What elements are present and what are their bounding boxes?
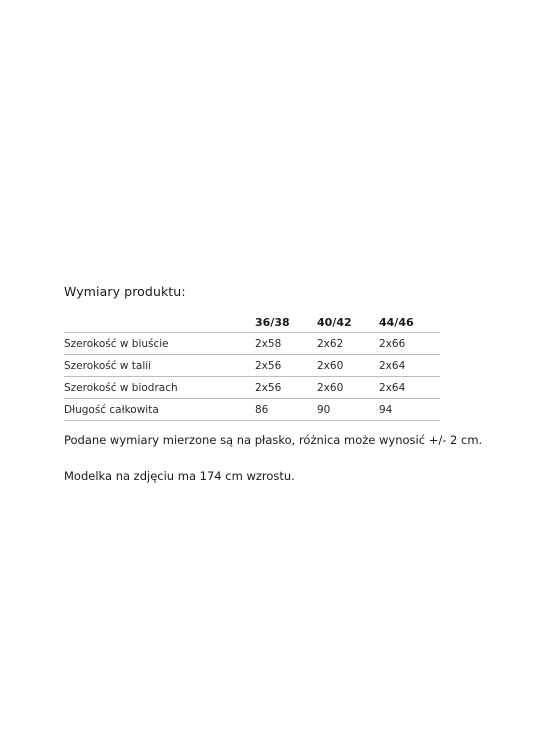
header-size-36-38: 36/38 [255, 312, 317, 333]
table-cell: 90 [317, 399, 379, 421]
row-label: Długość całkowita [64, 399, 255, 421]
section-heading: Wymiary produktu: [64, 284, 186, 299]
table-header-row [64, 312, 440, 333]
table-cell: 2x66 [379, 333, 440, 355]
header-size-40-42: 40/42 [317, 312, 379, 333]
table-cell: 94 [379, 399, 440, 421]
table-cell: 86 [255, 399, 317, 421]
table-cell: 2x62 [317, 333, 379, 355]
table-cell: 2x56 [255, 355, 317, 377]
table-row [64, 355, 440, 377]
table-cell: 2x64 [379, 355, 440, 377]
measurement-note: Podane wymiary mierzone są na płasko, różnica może wynosić +/- 2 cm. [64, 433, 483, 447]
table-cell: 2x58 [255, 333, 317, 355]
table-cell: 2x60 [317, 355, 379, 377]
row-label: Szerokość w talii [64, 355, 255, 377]
model-height-note: Modelka na zdjęciu ma 174 cm wzrostu. [64, 469, 295, 483]
row-label: Szerokość w biodrach [64, 377, 255, 399]
size-chart-table [64, 312, 440, 421]
table-cell: 2x56 [255, 377, 317, 399]
table-row [64, 399, 440, 421]
header-size-44-46: 44/46 [379, 312, 440, 333]
row-label: Szerokość w biuście [64, 333, 255, 355]
table-cell: 2x60 [317, 377, 379, 399]
header-label-cell [64, 312, 255, 333]
table-row [64, 377, 440, 399]
table-row [64, 333, 440, 355]
table-cell: 2x64 [379, 377, 440, 399]
